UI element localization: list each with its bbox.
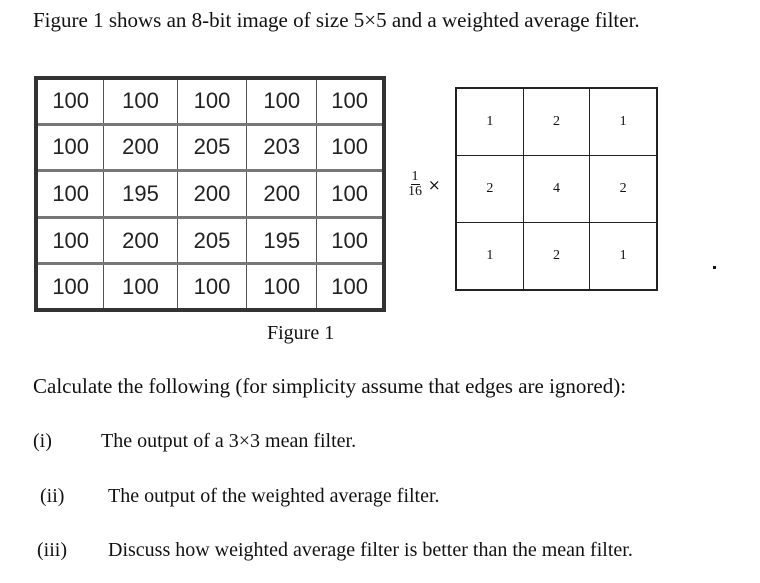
- kernel-cell: 1: [457, 89, 524, 156]
- matrix-cell: 100: [247, 80, 317, 124]
- fraction-numerator: 1: [411, 169, 419, 184]
- matrix-cell: 100: [38, 264, 104, 308]
- kernel-cell: 2: [457, 156, 524, 223]
- fraction-denominator: 16: [408, 184, 422, 199]
- matrix-cell: 100: [247, 264, 317, 308]
- kernel-cell: 1: [457, 223, 524, 290]
- kernel-cell: 2: [523, 89, 590, 156]
- kernel-row: [457, 89, 657, 156]
- kernel-cell: 1: [590, 223, 657, 290]
- intro-text: Figure 1 shows an 8-bit image of size 5×5 and a weighted average filter.: [33, 8, 640, 32]
- matrix-cell: 100: [38, 80, 104, 124]
- matrix-cell: 100: [38, 171, 104, 218]
- matrix-cell: 100: [177, 80, 247, 124]
- stray-dot: [713, 266, 716, 269]
- question-2-marker: (ii): [40, 485, 65, 507]
- image-matrix-table: [38, 80, 382, 308]
- matrix-cell: 100: [331, 273, 368, 299]
- matrix-cell: 100: [104, 264, 177, 308]
- kernel-cell: 2: [523, 223, 590, 290]
- matrix-cell: 200: [104, 124, 177, 171]
- kernel-table: [456, 88, 657, 290]
- matrix-cell: 100: [317, 124, 382, 171]
- matrix-row: [38, 217, 382, 264]
- figure-caption: Figure 1: [267, 322, 335, 344]
- matrix-cell: 203: [247, 124, 317, 171]
- question-1-marker: (i): [33, 430, 52, 452]
- question-2-text: The output of the weighted average filter.: [108, 485, 440, 507]
- question-3-marker: (iii): [37, 539, 67, 561]
- kernel-row: [457, 223, 657, 290]
- matrix-cell: 200: [177, 171, 247, 218]
- matrix-cell: 195: [104, 171, 177, 218]
- matrix-cell: 100: [104, 80, 177, 124]
- weighted-filter-kernel: [455, 87, 658, 291]
- matrix-row: [38, 264, 382, 308]
- kernel-cell: 1: [590, 89, 657, 156]
- matrix-cell: 100: [317, 80, 382, 124]
- matrix-cell: 200: [104, 217, 177, 264]
- times-sign: ×: [428, 175, 441, 194]
- filter-multiplier: [408, 170, 441, 199]
- matrix-cell: 100: [38, 124, 104, 171]
- instruction-text: Calculate the following (for simplicity assume that edges are ignored):: [33, 374, 627, 398]
- matrix-row: [38, 171, 382, 218]
- kernel-row: [457, 156, 657, 223]
- matrix-cell: 100: [317, 217, 382, 264]
- matrix-row: [38, 124, 382, 171]
- question-1-text: The output of a 3×3 mean filter.: [101, 430, 357, 452]
- matrix-cell: 100: [317, 171, 382, 218]
- kernel-cell: 4: [523, 156, 590, 223]
- matrix-cell: 100: [177, 264, 247, 308]
- kernel-cell: 2: [590, 156, 657, 223]
- matrix-cell: 205: [177, 124, 247, 171]
- fraction: [408, 170, 422, 199]
- matrix-row: [38, 80, 382, 124]
- question-3-text: Discuss how weighted average filter is better than the mean filter.: [108, 539, 633, 561]
- matrix-cell: 205: [177, 217, 247, 264]
- matrix-cell: 100: [38, 217, 104, 264]
- matrix-cell: 195: [247, 217, 317, 264]
- image-matrix: [34, 76, 386, 312]
- matrix-cell: 200: [247, 171, 317, 218]
